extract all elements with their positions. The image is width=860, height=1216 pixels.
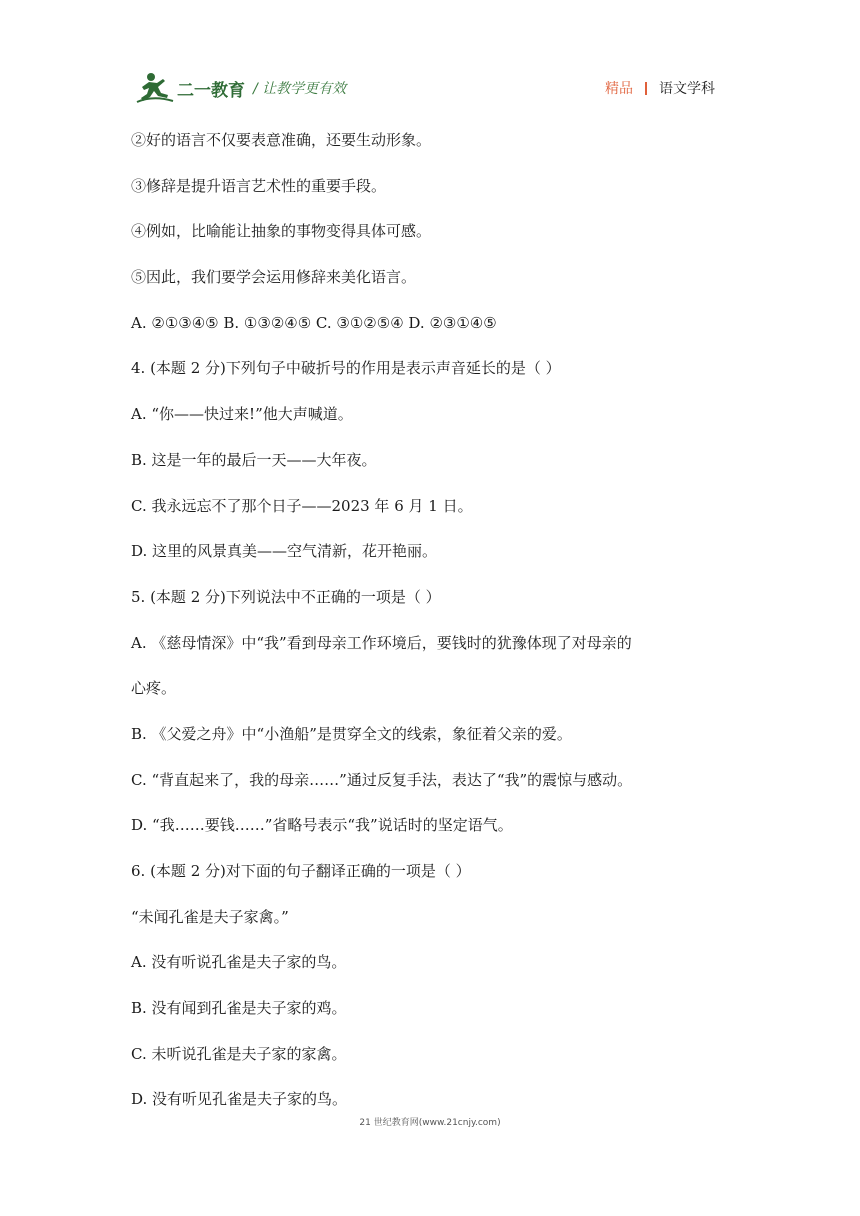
logo-text: 二一教育 (177, 80, 245, 101)
quoted-sentence: “未闻孔雀是夫子家禽。” (131, 907, 289, 926)
divider (645, 82, 647, 95)
document-body (131, 118, 741, 1123)
option-b: B. 这是一年的最后一天——大年夜。 (131, 450, 377, 469)
option-b: B. 没有闻到孔雀是夫子家的鸡。 (131, 999, 347, 1018)
header-right (605, 78, 715, 98)
option-a: A. 《慈母情深》中“我”看到母亲工作环境后，要钱时的犹豫体现了对母亲的 (131, 633, 632, 652)
question-4: 4. (本题 2 分)下列句子中破折号的作用是表示声音延长的是（ ） (131, 359, 561, 378)
page-header (135, 70, 715, 110)
quality-badge: 精品 (605, 81, 633, 97)
option-c: C. 我永远忘不了那个日子——2023 年 6 月 1 日。 (131, 496, 473, 515)
option-a: A. “你——快过来!”他大声喊道。 (131, 405, 353, 424)
text-line: ⑤因此，我们要学会运用修辞来美化语言。 (131, 268, 417, 287)
option-d: D. 这里的风景真美——空气清新，花开艳丽。 (131, 542, 438, 561)
answer-options: A. ②①③④⑤ B. ①③②④⑤ C. ③①②⑤④ D. ②③①④⑤ (131, 313, 497, 332)
subject-label: 语文学科 (659, 81, 715, 97)
option-a-continued: 心疼。 (131, 679, 177, 698)
option-d: D. “我……要钱……”省略号表示“我”说话时的坚定语气。 (131, 816, 513, 835)
running-figure-icon (135, 71, 175, 105)
text-line: ③修辞是提升语言艺术性的重要手段。 (131, 176, 387, 195)
logo (135, 70, 245, 106)
option-a: A. 没有听说孔雀是夫子家的鸟。 (131, 953, 347, 972)
question-6: 6. (本题 2 分)对下面的句子翻译正确的一项是（ ） (131, 862, 471, 880)
option-b: B. 《父爱之舟》中“小渔船”是贯穿全文的线索，象征着父亲的爱。 (131, 724, 572, 743)
option-c: C. “背直起来了，我的母亲……”通过反复手法，表达了“我”的震惊与感动。 (131, 770, 633, 789)
slogan: / 让教学更有效 (253, 81, 347, 97)
page-footer: 21 世纪教育网(www.21cnjy.com) (359, 1118, 501, 1128)
text-line: ④例如，比喻能让抽象的事物变得具体可感。 (131, 222, 432, 241)
question-5: 5. (本题 2 分)下列说法中不正确的一项是（ ） (131, 587, 441, 606)
option-d: D. 没有听见孔雀是夫子家的鸟。 (131, 1090, 348, 1109)
text-line: ②好的语言不仅要表意准确，还要生动形象。 (131, 131, 432, 149)
option-c: C. 未听说孔雀是夫子家的家禽。 (131, 1044, 347, 1063)
